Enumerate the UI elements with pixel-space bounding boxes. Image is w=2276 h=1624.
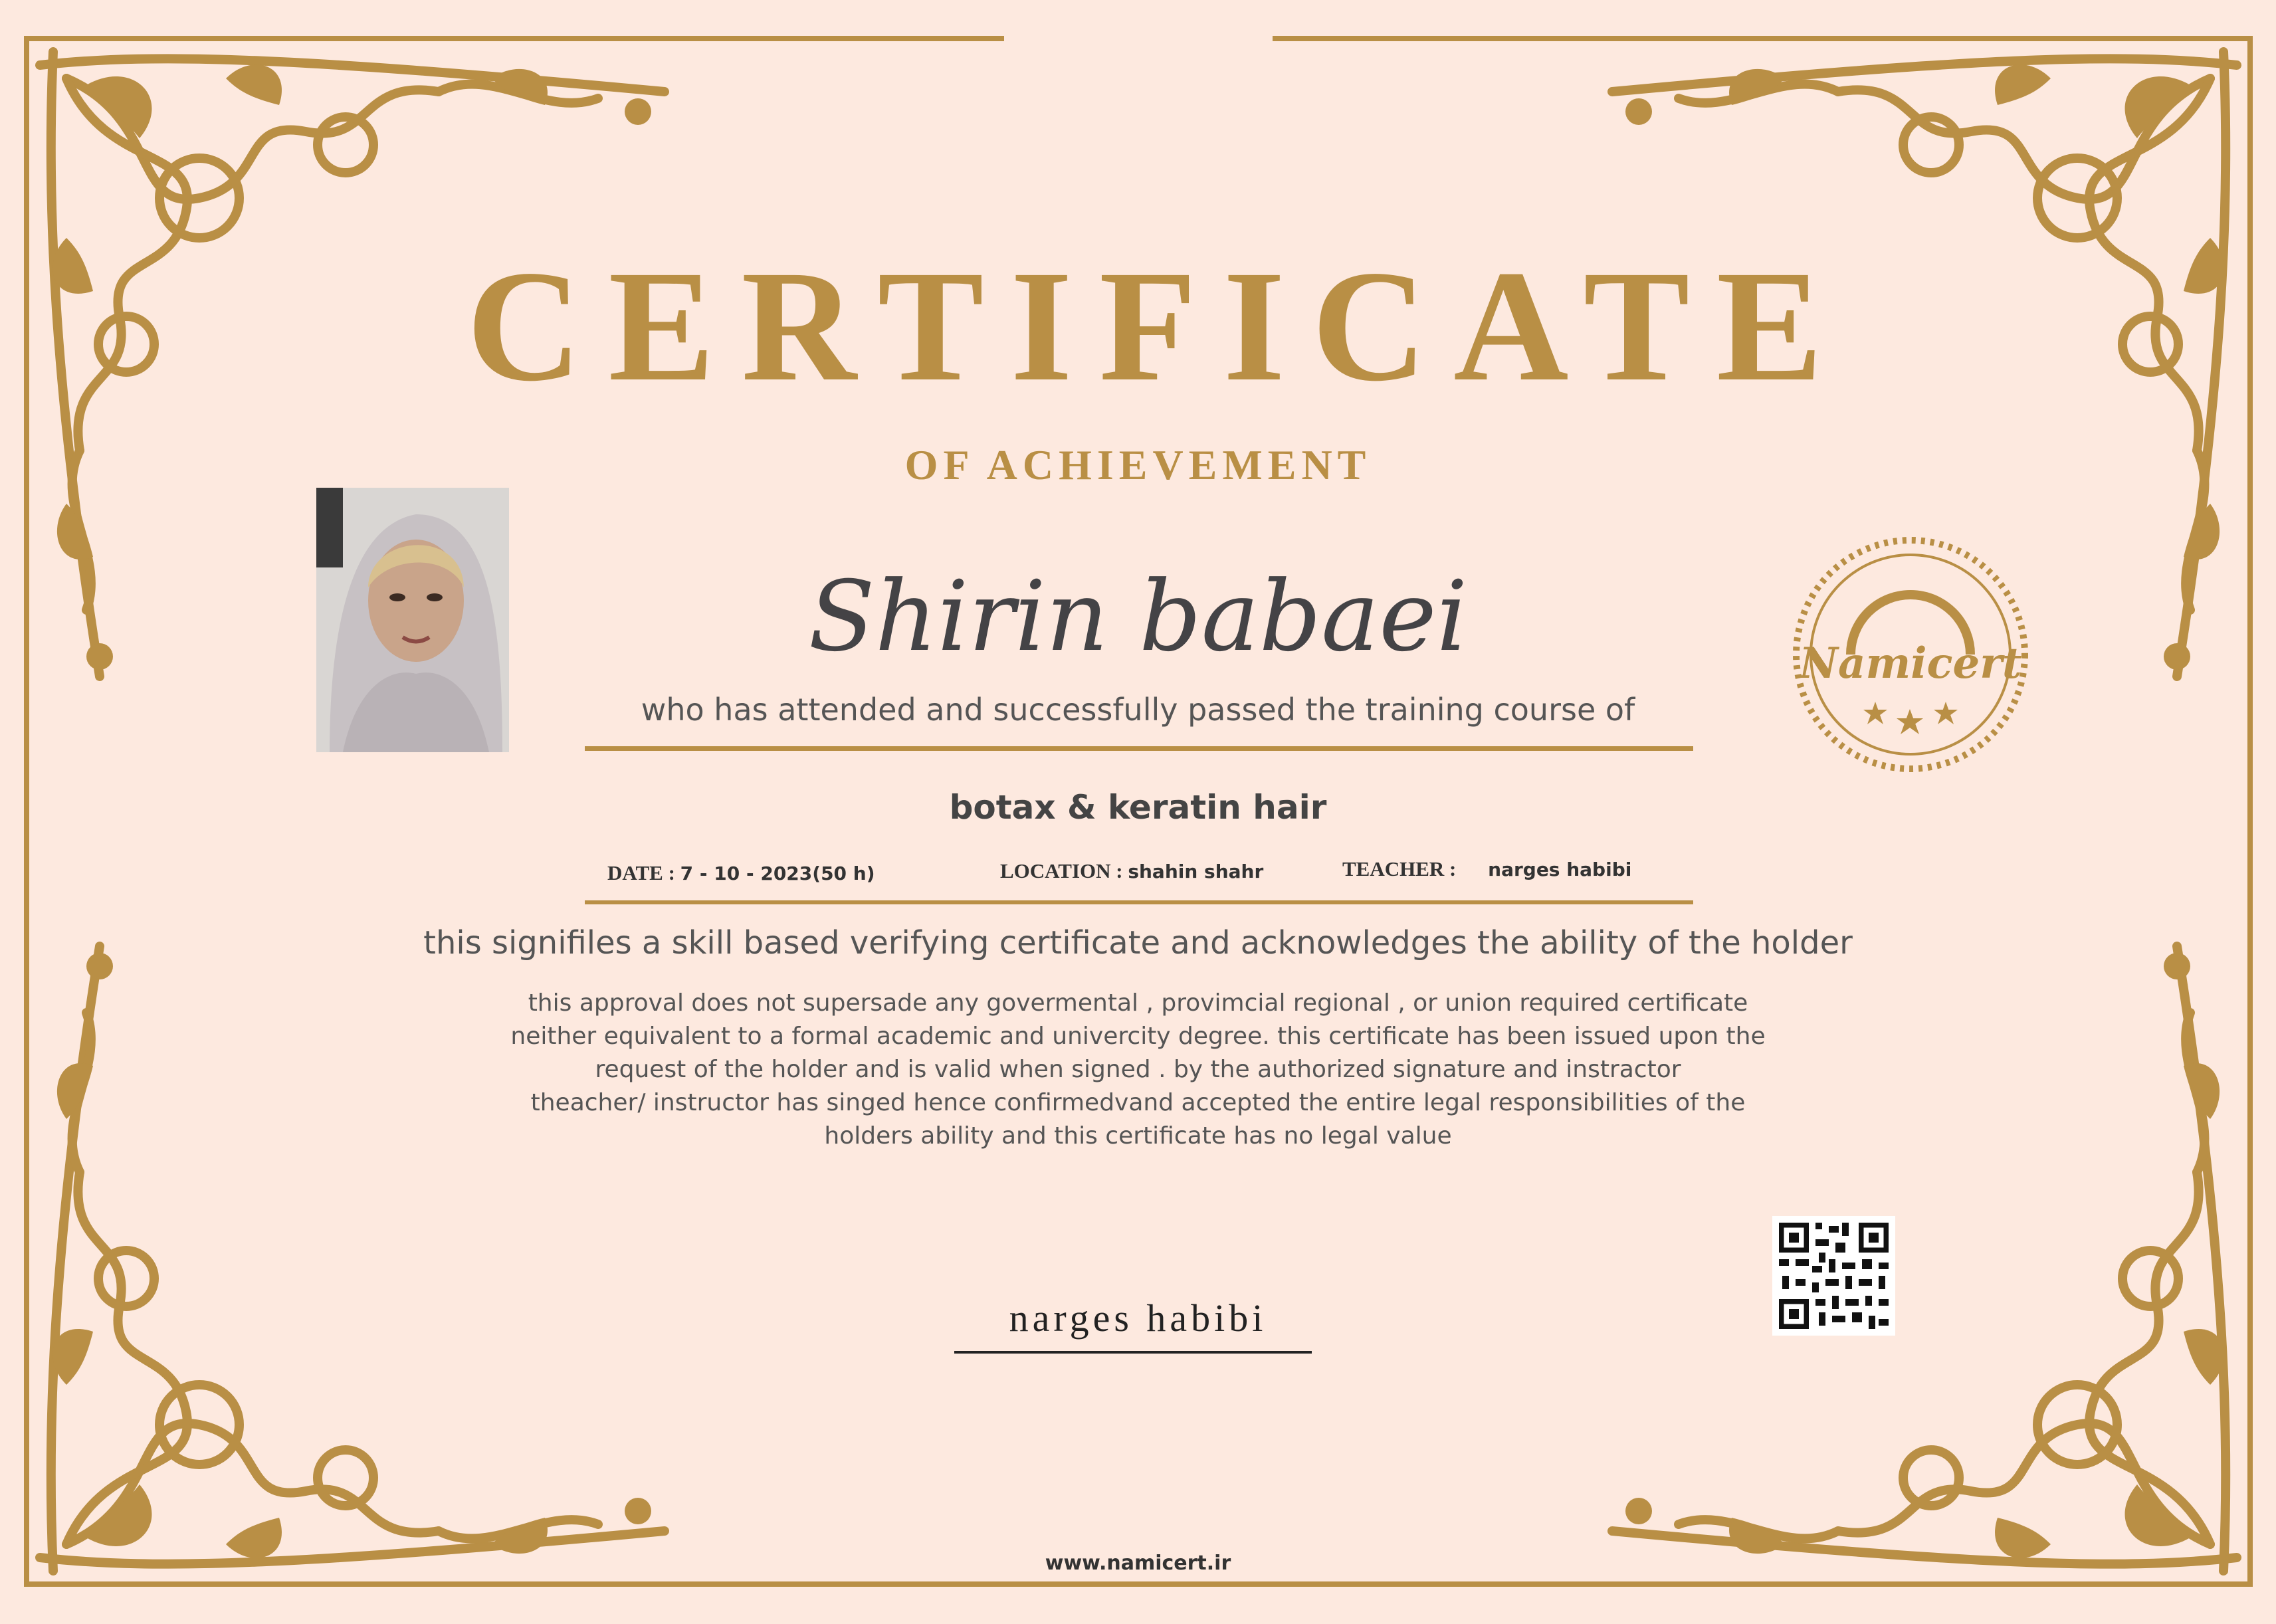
attended-text: who has attended and successfully passed the training course of (641, 692, 1635, 728)
disclaimer-line: holders ability and this certificate has no legal value (824, 1122, 1452, 1150)
location-field (1000, 859, 1263, 883)
seal-text: Namicert (1799, 639, 2022, 688)
date-label: DATE : (607, 861, 675, 884)
signature-line (954, 1351, 1312, 1354)
teacher-field (1342, 857, 1631, 881)
disclaimer-line: theacher/ instructor has singed hence confirmedvand accepted the entire legal responsibilities of the (530, 1089, 1746, 1116)
location-label: LOCATION : (1000, 859, 1123, 882)
teacher-label: TEACHER : (1342, 857, 1457, 880)
certificate-subtitle: OF ACHIEVEMENT (904, 441, 1372, 488)
disclaimer-line: this approval does not supersade any govermental , provimcial regional , or union required certificate (528, 989, 1748, 1017)
recipient-name: Shirin babaei (808, 560, 1468, 673)
location-value: shahin shahr (1128, 861, 1264, 882)
date-value: 7 - 10 - 2023(50 h) (680, 863, 875, 884)
signature-name: narges habibi (1009, 1296, 1267, 1340)
details-underline (585, 900, 1693, 904)
teacher-value: narges habibi (1488, 859, 1632, 880)
signifies-text: this signifiles a skill based verifying certificate and acknowledges the ability of the holder (423, 924, 1853, 962)
date-field (607, 861, 875, 885)
name-underline (585, 746, 1693, 751)
website-link[interactable]: www.namicert.ir (1045, 1552, 1231, 1575)
disclaimer-line: neither equivalent to a formal academic and univercity degree. this certificate has been issued upon the (510, 1023, 1766, 1050)
disclaimer-line: request of the holder and is valid when signed . by the authorized signature and instractor (595, 1056, 1681, 1083)
course-name: botax & keratin hair (949, 788, 1327, 827)
disclaimer-text (0, 987, 2276, 1153)
certificate-title: CERTIFICATE (466, 237, 1849, 414)
